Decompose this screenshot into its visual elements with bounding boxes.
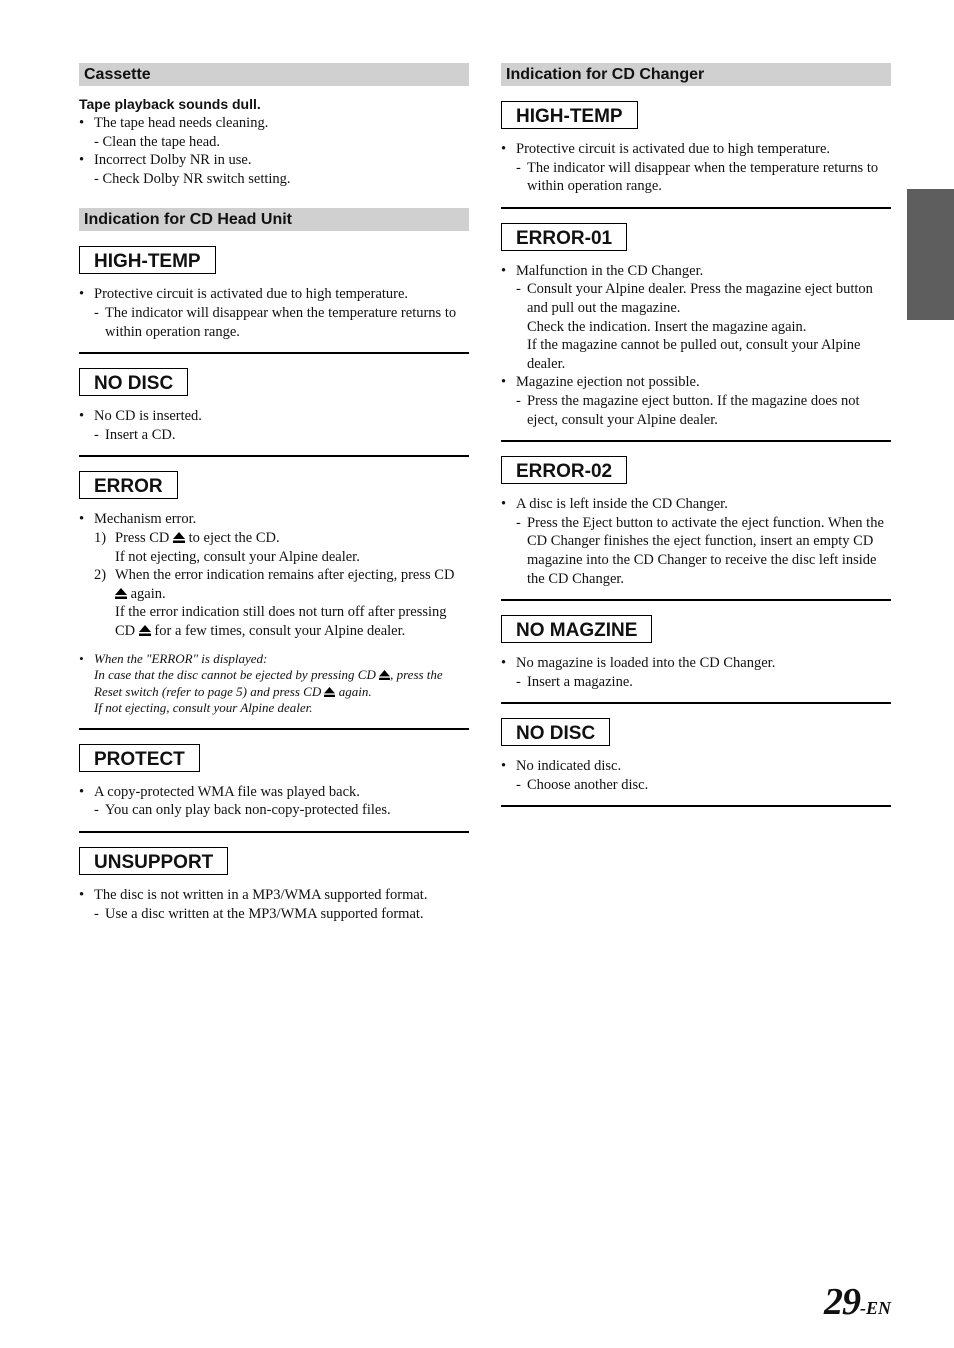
changer-high-temp-list [501, 140, 891, 196]
remedy-text: - Press the Eject button to activate the eject function. When the CD Changer finishes the eject function, insert an empty CD magazine into the CD Changer to receive the disc left inside the CD Changer. [516, 514, 891, 588]
section-heading-cd-changer: Indication for CD Changer [501, 63, 891, 86]
cause-text: • No magazine is loaded into the CD Changer. [516, 655, 776, 672]
remedy-text: - Use a disc written at the MP3/WMA supported format. [94, 905, 469, 924]
page-number [824, 1280, 891, 1324]
indicator-error-02: ERROR-02 [501, 456, 627, 484]
block-changer-no-disc [501, 704, 891, 807]
note-text: If not ejecting, consult your Alpine dealer. [94, 700, 313, 716]
subheading-tape-dull: Tape playback sounds dull. [79, 96, 261, 112]
eject-icon [379, 670, 390, 680]
remedy-text: - Insert a CD. [94, 426, 469, 445]
cassette-list [79, 114, 469, 188]
list-item [501, 140, 891, 196]
unsupport-list [79, 886, 469, 923]
remedy-text: - The indicator will disappear when the temperature returns to within operation range. [94, 304, 469, 341]
error-list [79, 510, 469, 717]
step-2 [94, 566, 469, 603]
cause-text: • Magazine ejection not possible. [516, 374, 700, 391]
block-high-temp [79, 231, 469, 354]
list-item [79, 407, 469, 444]
no-magazine-list [501, 654, 891, 691]
indicator-error-01: ERROR-01 [501, 223, 627, 251]
list-item [501, 373, 891, 429]
eject-icon [173, 532, 185, 543]
eject-icon [324, 687, 335, 697]
step-1 [94, 529, 469, 548]
side-tab-marker [907, 189, 954, 320]
cause-text: • The disc is not written in a MP3/WMA supported format. [94, 887, 428, 904]
list-item [79, 783, 469, 820]
remedy-text: - Consult your Alpine dealer. Press the magazine eject button and pull out the magazine. [516, 280, 891, 317]
remedy-text: - Clean the tape head. [94, 133, 221, 150]
left-column [79, 63, 469, 934]
cause-text: • Incorrect Dolby NR in use. [94, 152, 252, 169]
step-text: for a few times, consult your Alpine dealer. [154, 622, 406, 639]
remedy-text: - You can only play back non-copy-protected files. [94, 801, 469, 820]
indicator-high-temp: HIGH-TEMP [79, 246, 216, 274]
changer-no-disc-list [501, 757, 891, 794]
block-error-02 [501, 442, 891, 601]
protect-list [79, 783, 469, 820]
list-item [79, 114, 469, 151]
note-item [79, 651, 469, 717]
list-item [79, 886, 469, 923]
cause-text: • Malfunction in the CD Changer. [516, 262, 704, 279]
cause-text: • The tape head needs cleaning. [94, 115, 269, 131]
block-error-01 [501, 209, 891, 442]
block-unsupport [79, 833, 469, 934]
remedy-text: - The indicator will disappear when the temperature returns to within operation range. [516, 159, 891, 196]
section-heading-head-unit: Indication for CD Head Unit [79, 208, 469, 231]
cause-text: • A copy-protected WMA file was played back. [94, 783, 360, 800]
remedy-text: - Check Dolby NR switch setting. [94, 170, 291, 187]
note-text: In case that the disc cannot be ejected by pressing CD [94, 667, 376, 683]
remedy-text: - Choose another disc. [516, 776, 891, 795]
block-no-disc [79, 354, 469, 457]
page-number-suffix: -EN [860, 1298, 891, 1318]
block-no-magazine [501, 601, 891, 704]
note-title: • When the "ERROR" is displayed: [94, 650, 268, 666]
list-item [501, 262, 891, 374]
list-item [501, 654, 891, 691]
remedy-text: - Insert a magazine. [516, 673, 891, 692]
error-02-list [501, 495, 891, 588]
eject-icon [115, 588, 127, 599]
indicator-no-disc: NO DISC [501, 718, 610, 746]
section-heading-cassette: Cassette [79, 63, 469, 86]
block-error [79, 457, 469, 730]
page-number-value: 29 [824, 1281, 860, 1323]
indicator-no-magazine: NO MAGZINE [501, 615, 652, 643]
step-text: to eject the CD. [188, 529, 280, 546]
step-text: again. [130, 585, 166, 602]
list-item [501, 757, 891, 794]
step-number: 1) [94, 529, 107, 546]
cause-text: • No indicated disc. [516, 758, 622, 775]
list-item [79, 510, 469, 640]
list-item [79, 151, 469, 188]
note-text: again. [338, 683, 372, 699]
indicator-error: ERROR [79, 471, 178, 499]
error-01-list [501, 262, 891, 429]
note-body [94, 667, 469, 700]
indicator-protect: PROTECT [79, 744, 200, 772]
step-continuation [94, 603, 469, 640]
list-item [79, 285, 469, 341]
cause-text: • A disc is left inside the CD Changer. [516, 496, 728, 513]
eject-icon [139, 625, 151, 636]
right-column [501, 63, 891, 807]
cause-text: • No CD is inserted. [94, 408, 202, 425]
cause-text: • Mechanism error. [94, 511, 197, 528]
remedy-text: Check the indication. Insert the magazine again. [527, 318, 807, 335]
step-text: When the error indication remains after ejecting, press CD [115, 567, 455, 584]
note-text: , press the Reset switch (refer to page 5) and press CD [94, 667, 443, 699]
remedy-text: If the magazine cannot be pulled out, consult your Alpine dealer. [527, 337, 861, 372]
step-text: If not ejecting, consult your Alpine dealer. [115, 548, 360, 565]
cause-text: • Protective circuit is activated due to high temperature. [94, 286, 409, 303]
indicator-high-temp: HIGH-TEMP [501, 101, 638, 129]
high-temp-list [79, 285, 469, 341]
remedy-text: - Press the magazine eject button. If the magazine does not eject, consult your Alpine dealer. [516, 392, 891, 429]
list-item [501, 495, 891, 588]
block-protect [79, 730, 469, 833]
indicator-no-disc: NO DISC [79, 368, 188, 396]
indicator-unsupport: UNSUPPORT [79, 847, 228, 875]
no-disc-list [79, 407, 469, 444]
step-number: 2) [94, 567, 107, 584]
step-text: Press CD [115, 529, 170, 546]
step-text: If the error indication still does not turn off after pressing CD [115, 604, 447, 639]
cause-text: • Protective circuit is activated due to high temperature. [516, 141, 831, 157]
block-changer-high-temp [501, 86, 891, 209]
